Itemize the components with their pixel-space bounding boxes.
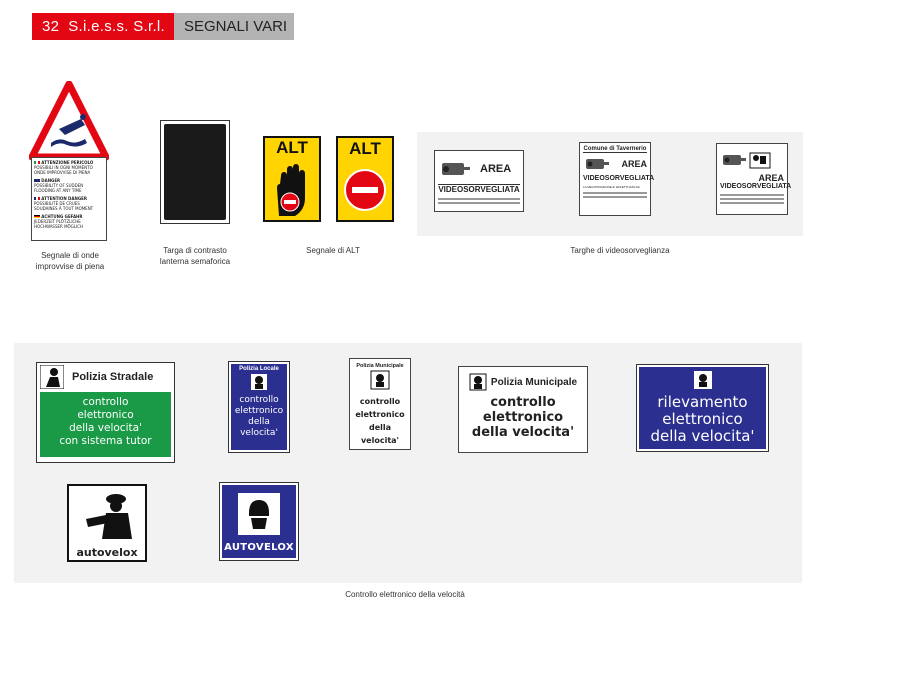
- municipale-header: Polizia Municipale: [490, 376, 578, 388]
- video-sign-2: [579, 142, 655, 216]
- police-helmet-icon: [251, 374, 267, 390]
- tutor-green-panel: controllo elettronico della velocita' con sistema tutor: [39, 391, 172, 458]
- videosorvegliata-text: VIDEOSORVEGLIATA: [583, 175, 655, 182]
- police-helmet-icon: [469, 373, 487, 391]
- area-text: AREA: [621, 159, 647, 169]
- locale-header: Polizia Locale: [239, 366, 279, 372]
- flood-row-fr: ATTENTION DANGER POSSIBILITÉ DE CRUES SOUDAINES À TOUT MOMENT: [34, 196, 94, 211]
- autovelox-blue-sign: [220, 483, 298, 560]
- flood-warning-triangle: [29, 81, 109, 161]
- municipale-small-sign: Polizia Municipale controllo elettronico della velocita': [349, 358, 411, 450]
- page-number: 32: [42, 18, 60, 35]
- stradale-tutor-sign: [36, 362, 175, 463]
- camera-icon: [438, 157, 472, 181]
- caption-speed: Controllo elettronico della velocità: [345, 590, 465, 599]
- camera-operator-icon: [748, 150, 772, 170]
- alt-label: ALT: [276, 138, 308, 157]
- stradale-header: Polizia Stradale: [72, 371, 154, 383]
- flood-row-de: ACHTUNG GEFAHR JEDERZEIT PLÖTZLICHE HOCHWASSER MÖGLICH: [34, 214, 83, 229]
- area-text: AREA: [480, 163, 512, 175]
- section-title: SEGNALI VARI: [174, 13, 294, 40]
- camera-icon: [720, 150, 748, 170]
- autovelox-blue-label: AUTOVELOX: [224, 542, 294, 553]
- autovelox-label: autovelox: [76, 546, 138, 559]
- alt-sign-no-entry: [336, 136, 394, 222]
- company-name: S.i.e.s.s. S.r.l.: [68, 18, 166, 35]
- contrast-panel: [160, 120, 230, 224]
- flood-multilang-panel: [31, 157, 107, 241]
- camera-icon: [583, 154, 609, 174]
- videosorvegliata-text: VIDEOSORVEGLIATA: [438, 185, 520, 194]
- caption-flood: Segnale di onde improvvise di piena: [35, 251, 105, 271]
- flood-row-en: DANGER POSSIBILITY OF SUDDEN FLOODING AT ANY TIME: [34, 178, 84, 193]
- area-text: AREA: [758, 173, 784, 183]
- video-sign-3: [716, 143, 792, 215]
- alt-sign-hand: [263, 136, 321, 222]
- police-helmet-icon: [236, 491, 282, 537]
- small-text: LA REGISTRAZIONE E' EFFETTUATA DA: [583, 185, 640, 189]
- autovelox-white-sign: [67, 484, 147, 562]
- no-entry-icon: [338, 160, 392, 216]
- caption-alt: Segnale di ALT: [306, 246, 360, 255]
- police-helmet-icon: [370, 370, 390, 390]
- stop-hand-icon: [265, 158, 319, 218]
- header-number-badge: [32, 13, 174, 40]
- caption-contrast: Targa di contrasto lanterna semaforica: [159, 246, 231, 266]
- municipale-wide-sign: Polizia Municipale controllo elettronico della velocita': [458, 366, 588, 453]
- municipale-small-header: Polizia Municipale: [356, 363, 404, 369]
- police-helmet-icon: [694, 371, 712, 389]
- videosorvegliata-text: VIDEOSORVEGLIATA: [720, 183, 792, 190]
- policeman-camera-icon: [72, 489, 142, 541]
- caption-video: Targhe di videosorveglianza: [570, 246, 670, 255]
- locale-speed-sign: Polizia Locale controllo elettronico della velocita': [229, 362, 289, 452]
- rilevamento-sign: rilevamento elettronico della velocita': [637, 365, 768, 451]
- comune-text: Comune di Tavernerio: [583, 146, 647, 152]
- alt-label: ALT: [349, 139, 381, 158]
- flood-row-it: ATTENZIONE PERICOLO POSSIBILI IN OGNI MOMENTO ONDE IMPROVVISE DI PIENA: [34, 160, 94, 175]
- video-sign-1: [434, 150, 524, 212]
- policeman-icon: [40, 365, 64, 389]
